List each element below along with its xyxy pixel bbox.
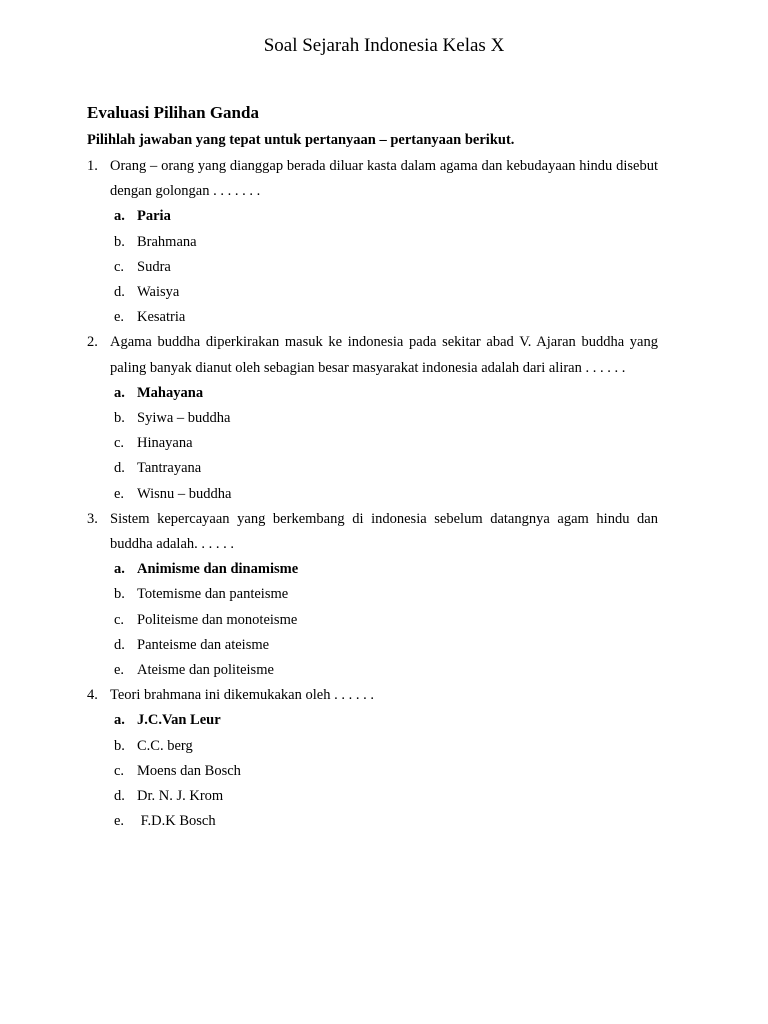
question-2: [87, 330, 658, 380]
option-letter: d.: [114, 460, 125, 477]
option-text: Totemisme dan panteisme: [137, 586, 289, 603]
option-item: [87, 381, 658, 406]
option-letter: e.: [114, 309, 125, 326]
question-text: Orang – orang yang dianggap berada diluar kasta dalam agama dan kebudayaan hindu disebut dengan golongan . . . . . . .: [110, 158, 658, 200]
option-letter: b.: [114, 737, 125, 754]
question-1: [87, 154, 658, 204]
option-list: [87, 381, 658, 507]
option-text: Moens dan Bosch: [137, 762, 241, 779]
option-item: [87, 431, 658, 456]
option-text: Mahayana: [137, 384, 204, 401]
question-block: [87, 330, 658, 506]
option-text: Dr. N. J. Krom: [137, 788, 224, 805]
question-block: [87, 507, 658, 683]
option-letter: a.: [114, 384, 125, 401]
option-item: [87, 204, 658, 229]
option-list: [87, 708, 658, 834]
question-text: Sistem kepercayaan yang berkembang di indonesia sebelum datangnya agam hindu dan buddha adalah. . . . . .: [110, 510, 658, 553]
option-letter: a.: [114, 208, 125, 225]
option-letter: b.: [114, 586, 125, 603]
option-letter: e.: [114, 813, 125, 830]
option-text: Animisme dan dinamisme: [137, 561, 299, 578]
option-item: [87, 809, 658, 834]
option-letter: d.: [114, 284, 125, 301]
option-text: Hinayana: [137, 435, 193, 452]
option-item: [87, 305, 658, 330]
question-block: [87, 154, 658, 330]
option-text: Syiwa – buddha: [137, 410, 231, 427]
option-item: [87, 482, 658, 507]
option-item: [87, 456, 658, 481]
option-item: [87, 557, 658, 582]
option-letter: a.: [114, 561, 125, 578]
instruction-text: Pilihlah jawaban yang tepat untuk pertanyaan – pertanyaan berikut.: [87, 132, 515, 148]
document-title: Soal Sejarah Indonesia Kelas X: [263, 35, 505, 56]
option-letter: c.: [114, 258, 125, 275]
question-number: 1.: [87, 158, 98, 174]
option-letter: d.: [114, 636, 125, 653]
option-text: Wisnu – buddha: [137, 485, 232, 502]
option-item: [87, 608, 658, 633]
option-letter: b.: [114, 233, 125, 250]
option-text: J.C.Van Leur: [137, 712, 221, 729]
document-content: [87, 102, 658, 834]
option-item: [87, 633, 658, 658]
option-list: [87, 204, 658, 330]
question-number: 4.: [87, 687, 98, 704]
option-text: Politeisme dan monoteisme: [137, 611, 298, 628]
option-item: [87, 255, 658, 280]
question-block: [87, 683, 658, 834]
option-text: Sudra: [137, 258, 171, 275]
option-text: Panteisme dan ateisme: [137, 636, 270, 653]
question-text: Agama buddha diperkirakan masuk ke indonesia pada sekitar abad V. Ajaran buddha yang paling banyak dianut oleh sebagian besar masyarakat indonesia adalah dari aliran . . . . . .: [110, 334, 658, 376]
question-4: [87, 683, 658, 708]
option-letter: a.: [114, 712, 125, 729]
option-item: [87, 784, 658, 809]
option-item: [87, 759, 658, 784]
option-item: [87, 406, 658, 431]
option-letter: c.: [114, 611, 125, 628]
option-text: Brahmana: [137, 233, 197, 250]
option-text: Paria: [137, 208, 171, 225]
option-list: [87, 557, 658, 683]
option-text: Ateisme dan politeisme: [137, 662, 274, 679]
option-text: Tantrayana: [137, 460, 202, 477]
option-text: F.D.K Bosch: [137, 813, 216, 830]
question-number: 3.: [87, 510, 98, 527]
option-letter: d.: [114, 788, 125, 805]
option-text: C.C. berg: [137, 737, 193, 754]
option-item: [87, 230, 658, 255]
option-letter: c.: [114, 762, 125, 779]
option-letter: e.: [114, 662, 125, 679]
question-list: [87, 154, 658, 834]
option-item: [87, 582, 658, 607]
option-text: Kesatria: [137, 309, 186, 326]
option-item: [87, 734, 658, 759]
question-number: 2.: [87, 334, 98, 351]
question-text: Teori brahmana ini dikemukakan oleh . . . . . .: [110, 687, 374, 704]
option-item: [87, 658, 658, 683]
option-letter: e.: [114, 485, 125, 502]
option-letter: b.: [114, 410, 125, 427]
option-item: [87, 708, 658, 733]
section-heading: Evaluasi Pilihan Ganda: [87, 103, 259, 122]
option-letter: c.: [114, 435, 125, 452]
question-3: [87, 507, 658, 557]
option-text: Waisya: [137, 284, 180, 301]
option-item: [87, 280, 658, 305]
